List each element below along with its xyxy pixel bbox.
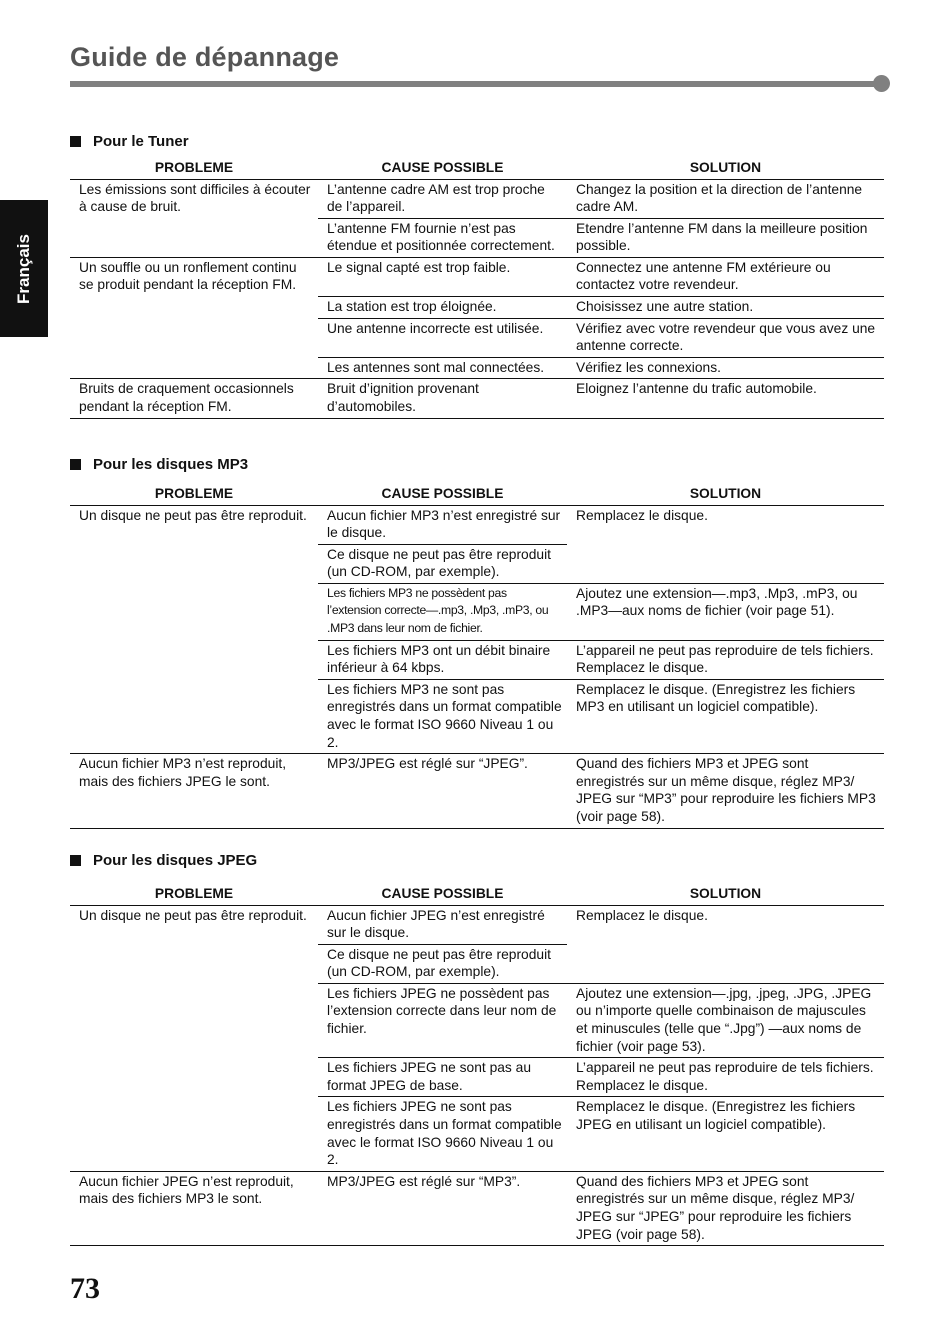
table-row bbox=[70, 179, 884, 218]
cause-cell: Ce disque ne peut pas être reproduit (un CD-ROM, par exemple). bbox=[318, 944, 567, 983]
section-heading-label: Pour les disques MP3 bbox=[93, 456, 249, 473]
cause-cell: Aucun fichier JPEG n’est enregistré sur le disque. bbox=[327, 907, 545, 941]
cause-cell: Les fichiers MP3 ont un débit binaire inférieur à 64 kbps. bbox=[318, 640, 567, 679]
language-tab bbox=[0, 200, 48, 337]
solution-cell: Quand des fichiers MP3 et JPEG sont enregistrés sur un même disque, réglez MP3/ JPEG sur “JPEG” pour reproduire les fichiers JPEG (voir page 58). bbox=[567, 1171, 884, 1245]
square-bullet-icon bbox=[70, 459, 81, 470]
solution-cell: Changez la position et la direction de l’antenne cadre AM. bbox=[576, 181, 863, 215]
column-header-cause: CAUSE POSSIBLE bbox=[318, 882, 567, 905]
title-rule-dot bbox=[873, 75, 890, 92]
problem-cell: Un souffle ou un ronflement continu se produit pendant la réception FM. bbox=[70, 257, 318, 379]
column-header-solution: SOLUTION bbox=[567, 156, 884, 179]
table-row bbox=[70, 754, 884, 828]
problem-cell: Aucun fichier MP3 n’est reproduit, mais des fichiers JPEG le sont. bbox=[70, 754, 318, 828]
section-heading-mp3 bbox=[70, 456, 248, 473]
section-heading-tuner bbox=[70, 133, 189, 150]
cause-cell: Les antennes sont mal connectées. bbox=[318, 357, 567, 379]
solution-cell: Ajoutez une extension—.mp3, .Mp3, .mP3, ou .MP3—aux noms de fichier (voir page 51). bbox=[567, 583, 884, 640]
solution-cell: Vérifiez avec votre revendeur que vous avez une antenne correcte. bbox=[567, 318, 884, 357]
page-title: Guide de dépannage bbox=[70, 42, 340, 72]
cause-cell: Bruit d’ignition provenant d’automobiles. bbox=[318, 379, 567, 418]
table-row bbox=[70, 905, 884, 944]
cause-cell: Aucun fichier MP3 n’est enregistré sur le disque. bbox=[327, 507, 561, 541]
solution-cell: Ajoutez une extension—.jpg, .jpeg, .JPG, .JPEG ou n’importe quelle combinaison de majuscules et minuscules (telle que “.Jpg”) —aux noms de fichier (voir page 53). bbox=[567, 983, 884, 1057]
solution-cell: Choisissez une autre station. bbox=[567, 297, 884, 319]
column-header-problem: PROBLEME bbox=[70, 482, 318, 505]
cause-cell: L’antenne FM fournie n’est pas étendue et positionnée correctement. bbox=[318, 218, 567, 257]
cause-cell: MP3/JPEG est réglé sur “JPEG”. bbox=[318, 754, 567, 828]
square-bullet-icon bbox=[70, 855, 81, 866]
solution-cell: Remplacez le disque. (Enregistrez les fichiers MP3 en utilisant un logiciel compatible). bbox=[567, 679, 884, 753]
jpeg-table bbox=[70, 882, 884, 1246]
table-header-row bbox=[70, 156, 884, 179]
table-header-row bbox=[70, 882, 884, 905]
language-tab-label: Français bbox=[14, 233, 33, 304]
problem-cell: Bruits de craquement occasionnels pendant la réception FM. bbox=[70, 379, 318, 418]
cause-cell: Les fichiers JPEG ne sont pas enregistrés dans un format compatible avec le format ISO 9660 Niveau 1 ou 2. bbox=[318, 1097, 567, 1171]
cause-cell: MP3/JPEG est réglé sur “MP3”. bbox=[318, 1171, 567, 1245]
table-row bbox=[70, 505, 884, 544]
column-header-problem: PROBLEME bbox=[70, 156, 318, 179]
page-number: 73 bbox=[70, 1272, 100, 1305]
column-header-solution: SOLUTION bbox=[567, 482, 884, 505]
cause-cell: Ce disque ne peut pas être reproduit (un CD-ROM, par exemple). bbox=[318, 544, 567, 583]
solution-cell: Quand des fichiers MP3 et JPEG sont enregistrés sur un même disque, réglez MP3/ JPEG sur “MP3” pour reproduire les fichiers MP3 (voir page 58). bbox=[567, 754, 884, 828]
column-header-problem: PROBLEME bbox=[70, 882, 318, 905]
table-row bbox=[70, 1171, 884, 1245]
tuner-table bbox=[70, 156, 884, 419]
cause-cell: Les fichiers MP3 ne possèdent pas l’extension correcte—.mp3, .Mp3, .mP3, ou .MP3 dans leur nom de fichier. bbox=[318, 583, 567, 640]
solution-cell: Etendre l’antenne FM dans la meilleure position possible. bbox=[567, 218, 884, 257]
table-header-row bbox=[70, 482, 884, 505]
table-row bbox=[70, 379, 884, 418]
section-heading-label: Pour les disques JPEG bbox=[93, 852, 258, 869]
solution-cell: Eloignez l’antenne du trafic automobile. bbox=[567, 379, 884, 418]
problem-cell: Aucun fichier JPEG n’est reproduit, mais des fichiers MP3 le sont. bbox=[70, 1171, 318, 1245]
solution-cell: Connectez une antenne FM extérieure ou contactez votre revendeur. bbox=[567, 257, 884, 296]
solution-cell: Remplacez le disque. (Enregistrez les fichiers JPEG en utilisant un logiciel compatible). bbox=[567, 1097, 884, 1171]
column-header-cause: CAUSE POSSIBLE bbox=[318, 482, 567, 505]
column-header-solution: SOLUTION bbox=[567, 882, 884, 905]
solution-cell: L’appareil ne peut pas reproduire de tels fichiers. Remplacez le disque. bbox=[567, 1058, 884, 1097]
square-bullet-icon bbox=[70, 136, 81, 147]
table-row bbox=[70, 257, 884, 296]
solution-cell: Remplacez le disque. bbox=[576, 907, 708, 923]
section-heading-jpeg bbox=[70, 852, 257, 869]
solution-cell: Vérifiez les connexions. bbox=[567, 357, 884, 379]
cause-cell: Le signal capté est trop faible. bbox=[318, 257, 567, 296]
section-heading-label: Pour le Tuner bbox=[93, 133, 189, 150]
cause-cell: Les fichiers JPEG ne sont pas au format JPEG de base. bbox=[318, 1058, 567, 1097]
problem-cell: Les émissions sont difficiles à écouter à cause de bruit. bbox=[79, 181, 311, 215]
mp3-table bbox=[70, 482, 884, 829]
problem-cell: Un disque ne peut pas être reproduit. bbox=[79, 907, 307, 923]
cause-cell: Une antenne incorrecte est utilisée. bbox=[318, 318, 567, 357]
problem-cell: Un disque ne peut pas être reproduit. bbox=[79, 507, 307, 523]
solution-cell: L’appareil ne peut pas reproduire de tels fichiers. Remplacez le disque. bbox=[567, 640, 884, 679]
column-header-cause: CAUSE POSSIBLE bbox=[318, 156, 567, 179]
cause-cell: Les fichiers MP3 ne sont pas enregistrés dans un format compatible avec le format ISO 9660 Niveau 1 ou 2. bbox=[318, 679, 567, 753]
solution-cell: Remplacez le disque. bbox=[576, 507, 708, 523]
cause-cell: L’antenne cadre AM est trop proche de l’appareil. bbox=[327, 181, 545, 215]
cause-cell: La station est trop éloignée. bbox=[318, 297, 567, 319]
title-rule bbox=[70, 81, 876, 87]
cause-cell: Les fichiers JPEG ne possèdent pas l’extension correcte dans leur nom de fichier. bbox=[318, 983, 567, 1057]
